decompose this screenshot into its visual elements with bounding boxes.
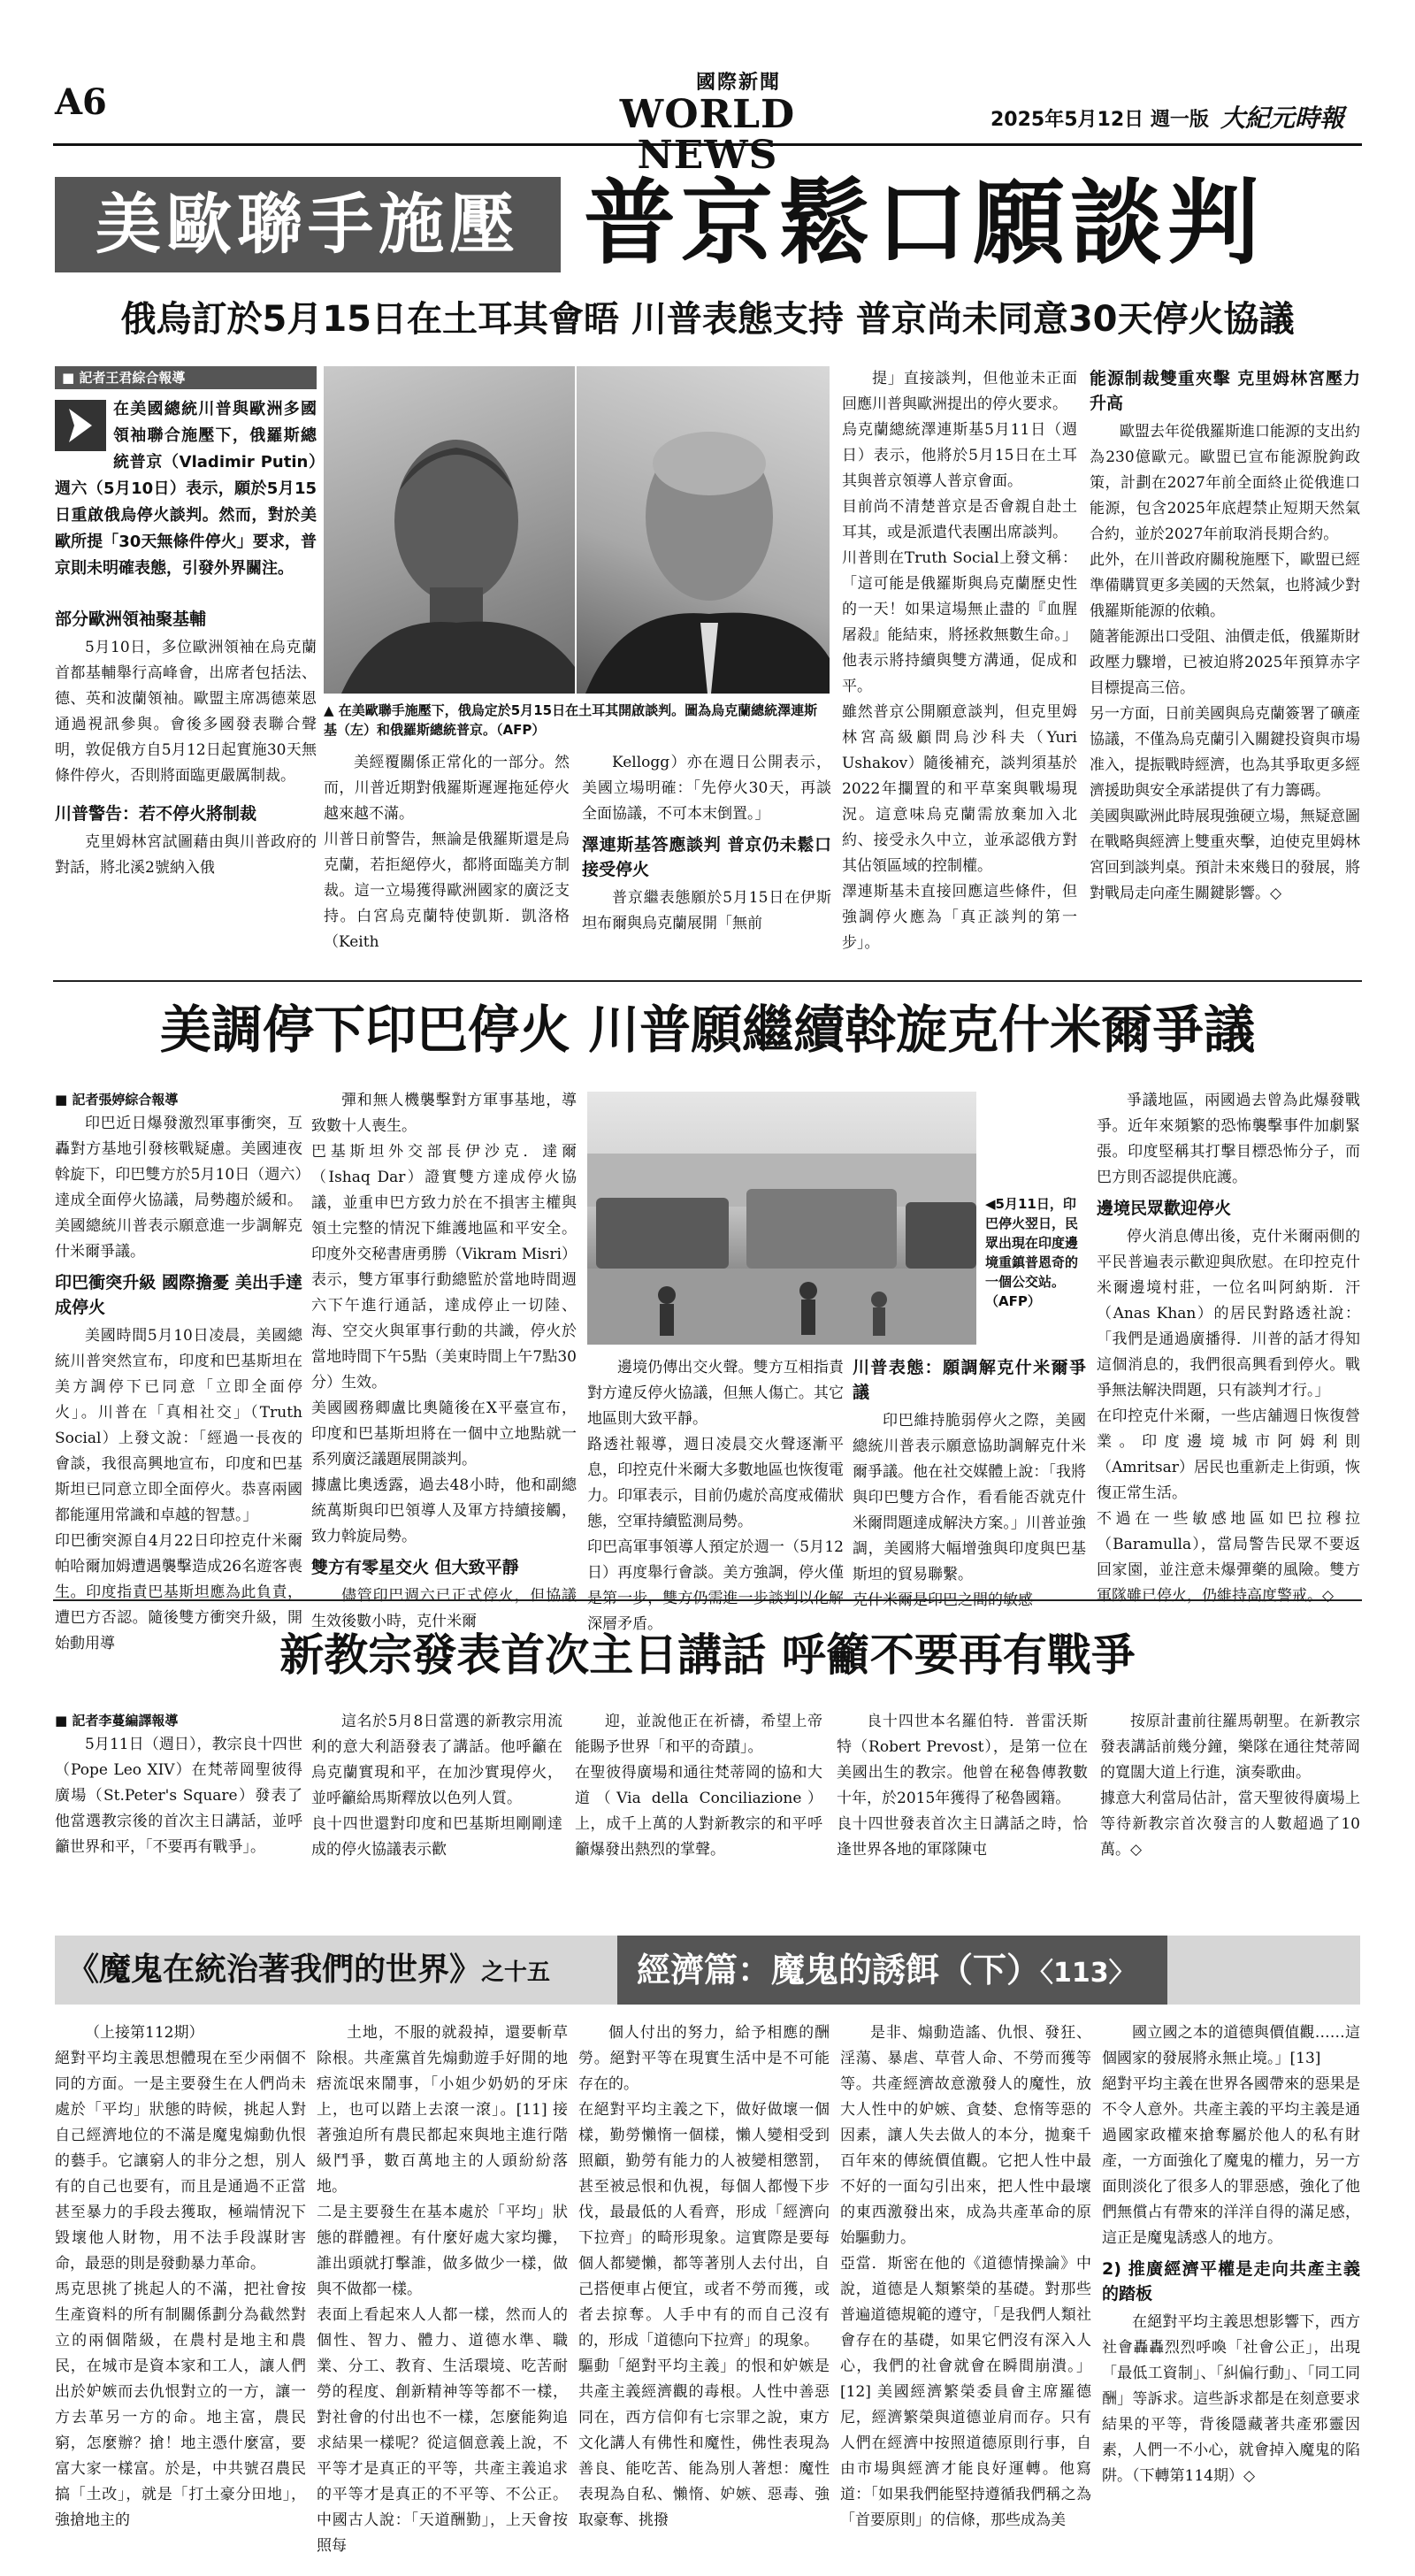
story2-photo-caption: ◀5月11日，印巴停火翌日，民眾出現在印度邊境重鎮普恩奇的一個公交站。（AFP）: [985, 1196, 1079, 1309]
lead-subhead-3: 澤連斯基答應談判 普京仍未鬆口接受停火: [582, 835, 831, 879]
serial-col5-text: 國立國之本的道德與價值觀……這個國家的發展將永無止境。」[13] 絕對平均主義在世界各國帶來的惡果是不令人意外。共產主義的平均主義是通過國家政權來搶奪屬於他人的私有財產，一方面強化了魔鬼的權力，另一方面則淡化了很多人的罪惡感，強化了他們無償占有帶來的洋洋自得的滿足感，這正是魔鬼誘惑人的地方。: [1102, 2024, 1360, 2247]
story2-headline: 美調停下印巴停火 川普願繼續斡旋克什米爾爭議: [159, 1000, 1256, 1060]
story3-column-1: [55, 1709, 302, 1921]
story2-column-5: [1097, 1088, 1360, 1605]
page-number: A6: [55, 81, 107, 123]
section-title-cn: 國際新聞: [695, 72, 781, 94]
lead-col4-text: 提」直接談判，但他並未正面回應川普與歐洲提出的停火要求。 烏克蘭總統澤連斯基5月11日（週日）表示，他將於5月15日在土耳其與普京領導人普京會面。 目前尚不清楚普京是否會親自赴土耳其，或是派遣代表團出席談判。 川普則在Truth Social上發文稱：「這可能是俄羅斯與烏克蘭歷史性的一天！如果這場無止盡的『血腥屠殺』能結束，將拯救無數生命。」他表示將持續與雙方溝通，促成和平。 雖然普京公開願意談判，但克里姆林宮高級顧問烏沙科夫（Yuri Ushakov）隨後補充，談判須基於2022年攔置的和平草案與戰場現況。這意味烏克蘭需放棄加入北約、接受永久中立，並承認俄方對其佔領區域的控制權。 澤連斯基未直接回應這些條件，但強調停火應為「真正談判的第一步」。: [842, 370, 1077, 952]
serial-subhead: 2) 推廣經濟平權是走向共產主義的踏板: [1102, 2259, 1360, 2304]
story2-col1b-text: 美國時間5月10日凌晨，美國總統川普突然宣布，印度和巴基斯坦在美方調停下已同意「立即全面停火」。川普在「真相社交」（Truth Social）上發文說：「經過一長夜的會談，我很高興地宣布，印度和巴基斯坦已同意立即全面停火。恭喜兩國都能運用常識和卓越的智慧。」 印巴衝突源自4月22日印控克什米爾帕哈爾加姆遭遇襲擊造成26名遊客喪生。印度指責巴基斯坦應為此負責，遭巴方否認。隨後雙方衝突升級，開始動用導: [55, 1327, 302, 1652]
lead-byline: ■ 記者王君綜合報導: [55, 366, 317, 389]
story2-col2b-text: 儘管印巴週六已正式停火，但協議生效後數小時，克什米爾: [311, 1587, 577, 1630]
zelensky-photo: [324, 366, 575, 694]
story2-col4-text: 印巴維持脆弱停火之際，美國總統川普表示願意協助調解克什米爾爭議。他在社交媒體上說：「我將與印巴雙方合作，看看能否就克什米爾問題達成解決方案。」川普並強調，美國將大幅增強與印度與巴基斯坦的貿易聯繫。 克什米爾是印巴之間的敏感: [853, 1412, 1086, 1609]
bus-station-photo: [587, 1092, 976, 1345]
divider-1: [53, 980, 1362, 982]
lead-paragraph-2: 克里姆林宮試圖藉由與川普政府的對話，將北溪2號納入俄: [55, 833, 317, 877]
paper-logo: 大紀元時報: [1220, 104, 1345, 133]
section-title-en: WORLD NEWS: [619, 92, 796, 178]
lead-paragraph-1: 5月10日，多位歐洲領袖在烏克蘭首都基輔舉行高峰會，出席者包括法、德、英和波蘭領袖。歐盟主席馮德萊恩通過視訊參與。會後多國發表聯合聲明，敦促俄方自5月12日起實施30天無條件停火，否則將面臨更嚴厲制裁。: [55, 639, 317, 785]
story2-subhead-4: 邊境民眾歡迎停火: [1097, 1199, 1232, 1218]
lead-headline: 普京鬆口願談判: [584, 168, 1266, 277]
lead-photo-caption: ▲ 在美歐聯手施壓下，俄烏定於5月15日在土耳其開啟談判。圖為烏克蘭總統澤連斯基（左）和俄羅斯總統普京。（AFP）: [324, 702, 818, 738]
story3-col4-text: 良十四世本名羅伯特．普雷沃斯特（Robert Prevost），是第一位在美國出生的教宗。他曾在秘魯傳教數十年，於2015年獲得了秘魯國籍。 良十四世發表首次主日講話之時，恰逢世界各地的軍隊陳屯: [837, 1713, 1088, 1859]
serial-col3-text: 個人付出的努力，給予相應的酬勞。絕對平等在現實生活中是不可能存在的。 在絕對平均主義之下，做好做壞一個樣，勤勞懶惰一個樣，懶人變相受到照顧，勤勞有能力的人被變相懲罰，甚至被忌恨和仇視，每個人都慢下步伐，最最低的人看齊，形成「經濟向下拉齊」的畸形現象。這實際是要每個人都變懶，都等著別人去付出，自己搭便車占便宜，或者不勞而獲，或者去掠奪。人手中有的而自己沒有的，形成「道德向下拉齊」的現象。 驅動「絕對平均主義」的恨和妒嫉是共產主義經濟觀的毒根。人性中善惡同在，西方信仰有七宗罪之說，東方文化講人有佛性和魔性，佛性表現為善良、能吃苦、能為別人著想：魔性表現為自私、懶惰、妒嫉、惡毒、強取豪奪、挑撥: [578, 2024, 830, 2529]
serial-chapter: 經濟篇：魔鬼的誘餌（下）〈113〉: [617, 1936, 1167, 2005]
lead-column-3: [582, 750, 831, 962]
divider-2: [53, 1599, 1362, 1601]
header-rule: [53, 143, 1362, 146]
lead-col2-text: 美經覆關係正常化的一部分。然而，川普近期對俄羅斯遲遲拖延停火越來越不滿。 川普日前警告，無論是俄羅斯還是烏克蘭，若拒絕停火，都將面臨美方制裁。這一立場獲得歐洲國家的廣泛支持。白宮烏克蘭特使凱斯．凱洛格（Keith: [324, 754, 570, 951]
story2-byline: ■ 記者張婷綜合報導: [55, 1092, 179, 1108]
lead-col5-text: 歐盟去年從俄羅斯進口能源的支出約為230億歐元。歐盟已宣布能源脫鉤政策，計劃在2027年前全面終止從俄進口能源，包含2025年底趕禁止短期天然氣合約，並於2027年前取消長期合約。 此外，在川普政府關稅施壓下，歐盟已經準備購買更多美國的天然氣，也將減少對俄羅斯能源的依賴。 隨著能源出口受阻、油價走低，俄羅斯財政壓力驟增，已被迫將2025年預算赤字目標提高三倍。 另一方面，日前美國與烏克蘭簽署了礦產協議，不僅為烏克蘭引入關鍵投資與市場准入，提振戰時經濟，也為其爭取更多經濟援助與安全承諾提供了有力籌碼。 美國與歐洲此時展現強硬立場，無疑意圖在戰略與經濟上雙重夾擊，迫使克里姆林宮回到談判桌。預計未來幾日的發展，將對戰局走向產生關鍵影響。◇: [1090, 423, 1360, 902]
serial-title: 《魔鬼在統治著我們的世界》之十五: [67, 1951, 551, 1988]
serial-col1-text: （上接第112期） 絕對平均主義思想體現在至少兩個不同的方面。一是主要發生在人們尚未處於「平均」狀態的時候，挑起人對自己經濟地位的不滿是魔鬼煽動仇恨的藝手。它讓窮人的非分之想，別人有的自己也要有，而且是通過不正當甚至暴力的手段去獲取，極端情況下毀壞他人財物，用不法手段謀財害命，最惡的則是發動暴力革命。 馬克思挑了挑起人的不滿，把社會按生產資料的所有制關係劃分為截然對立的兩個階級，在農村是地主和農民，在城市是資本家和工人，讓人們出於妒嫉而去仇恨對立的一方，讓一方去革另一方的命。地主富，農民窮，怎麼辦？搶！地主憑什麼富，要富大家一樣富。於是，中共號召農民搞「土改」，就是「打土豪分田地」，強搶地主的: [55, 2024, 306, 2529]
story2-col1-text: 印巴近日爆發激烈軍事衝突，互轟對方基地引發核戰疑慮。美國連夜斡旋下，印巴雙方於5月10日（週六）達成全面停火協議，局勢趨於緩和。美國總統川普表示願意進一步調解克什米爾爭議。: [55, 1115, 302, 1261]
story3-col2-text: 這名於5月8日當選的新教宗用流利的意大利語發表了講話。他呼籲在烏克蘭實現和平，在加沙實現停火，並呼籲給馬斯釋放以色列人質。 良十四世還對印度和巴基斯坦剛剛達成的停火協議表示歡: [311, 1713, 562, 1859]
story3-col5-text: 按原計畫前往羅馬朝聖。在新教宗發表講話前幾分鐘，樂隊在通往梵蒂岡的寬闊大道上行進，演奏歌曲。 據意大利當局估計，當天聖彼得廣場上等待新教宗首次發言的人數超過了10萬。◇: [1100, 1713, 1360, 1859]
serial-column-3: [578, 2020, 830, 2551]
story2-col3-text: 邊境仍傳出交火聲。雙方互相指責對方違反停火協議，但無人傷亡。其它地區則大致平靜。 路透社報導，週日凌晨交火聲逐漸平息，印控克什米爾大多數地區也恢復電力。印軍表示，目前仍處於高度戒備狀態，空軍持續監測局勢。 印巴高軍事領導人預定於週一（5月12日）再度舉行會談。美方強調，停火僅是第一步，雙方仍需進一步談判以化解深層矛盾。: [587, 1359, 844, 1633]
story3-column-2: [311, 1709, 562, 1921]
serial-col5b-text: 在絕對平均主義思想影響下，西方社會轟轟烈烈呼喚「社會公正」，出現「最低工資制」、「糾偏行動」、「同工同酬」等訴求。這些訴求都是在刻意要求結果的平等，背後隱藏著共產邪靈因素，人們一不小心，就會掉入魔鬼的陷阱。（下轉第114期）◇: [1102, 2313, 1360, 2485]
lead-intro: 在美國總統川普與歐洲多國領袖聯合施壓下，俄羅斯總統普京（Vladimir Putin）週六（5月10日）表示，願於5月15日重啟俄烏停火談判。然而，對於美歐所提「30天無條件停火」要求，普京則未明確表態，引發外界關注。: [55, 400, 317, 578]
story3-column-4: [837, 1709, 1088, 1921]
lead-column-5: [1090, 366, 1360, 962]
story2-column-1: [55, 1088, 302, 1652]
lead-kicker: 美歐聯手施壓: [55, 177, 561, 272]
story3-headline: 新教宗發表首次主日講話 呼籲不要再有戰爭: [279, 1629, 1136, 1681]
story2-column-4: [853, 1355, 1086, 1609]
story2-subhead-1: 印巴衝突升級 國際擔憂 美出手達成停火: [55, 1273, 302, 1317]
lead-column-2: [324, 750, 570, 962]
lead-subhead-1: 部分歐洲領袖聚基輔: [55, 610, 207, 629]
story3-byline: ■ 記者李蔓編譯報導: [55, 1713, 179, 1729]
story2-column-2: [311, 1088, 577, 1630]
lead-column-4: [842, 366, 1077, 962]
lead-subhead-2: 川普警告：若不停火將制裁: [55, 804, 257, 824]
lead-subhead-4: 能源制裁雙重夾擊 克里姆林宮壓力升高: [1090, 369, 1360, 413]
story2-col2-text: 彈和無人機襲擊對方軍事基地，導致數十人喪生。 巴基斯坦外交部長伊沙克．達爾（Ishaq Dar）證實雙方達成停火協議，並重申巴方致力於在不損害主權與領土完整的情況下維護地區和平安全。印度外交秘書唐勇勝（Vikram Misri）表示，雙方軍事行動總監於當地時間週六下午進行通話，達成停止一切陸、海、空交火與軍事行動的共識，停火於當地時間下午5點（美東時間上午7點30分）生效。 美國國務卿盧比奧隨後在X平臺宣布，印度和巴基斯坦將在一個中立地點就一系列廣泛議題展開談判。 據盧比奧透露，過去48小時，他和副總統萬斯與印巴領導人及軍方持續接觸，致力斡旋局勢。: [311, 1092, 577, 1545]
serial-col2-text: 土地，不服的就殺掉，還要斬草除根。共產黨首先煽動遊手好閒的地痞流氓來鬧事，「小姐少奶奶的牙床上，也可以踏上去滾一滾」。[11] 接著強迫所有農民都起來與地主進行階級鬥爭，數百萬地主的人頭紛紛落地。 二是主要發生在基本處於「平均」狀態的群體裡。有什麼好處大家均攤，誰出頭就打擊誰，做多做少一樣，做與不做都一樣。 表面上看起來人人都一樣，然而人的個性、智力、體力、道德水準、職業、分工、教育、生活環境、吃苦耐勞的程度、創新精神等等都不一樣，對社會的付出也不一樣，怎麼能夠追求結果一樣呢？從這個意義上說，不平等才是真正的平等，共產主義追求的平等才是真正的不平等、不公正。中國古人說：「天道酬勤」，上天會按照每: [317, 2024, 568, 2555]
section-masthead: [566, 67, 849, 176]
serial-column-1: [55, 2020, 306, 2551]
story3-col3-text: 迎，並說他正在祈禱，希望上帝能賜予世界「和平的奇蹟」。 在聖彼得廣場和通往梵蒂岡的協和大道（Via della Conciliazione）上，成千上萬的人對新教宗的和平呼籲爆發出熱烈的掌聲。: [575, 1713, 822, 1859]
story2-column-3: [587, 1355, 844, 1633]
lead-subheadline: 俄烏訂於5月15日在土耳其會晤 川普表態支持 普京尚未同意30天停火協議: [120, 299, 1295, 340]
serial-column-5: [1102, 2020, 1360, 2551]
story2-col5-text: 爭議地區，兩國過去曾為此爆發戰爭。近年來頻繁的恐怖襲擊事件加劇緊張。印度堅稱其打擊目標恐怖分子，而巴方則否認提供庇護。: [1097, 1092, 1360, 1186]
story3-column-3: [575, 1709, 822, 1921]
lead-col3-text-b: 普京繼表態願於5月15日在伊斯坦布爾與烏克蘭展開「無前: [582, 889, 831, 932]
putin-photo: [577, 366, 830, 694]
story2-subhead-3: 川普表態：願調解克什米爾爭議: [853, 1358, 1086, 1402]
serial-col4-text: 是非、煽動造謠、仇恨、發狂、淫蕩、暴虐、草菅人命、不勞而獲等等。共產經濟故意激發人的魔性，放大人性中的妒嫉、貪婪、怠惰等惡的因素，讓人失去做人的本分，拋棄千百年來的傳統價值觀。它把人性中最不好的一面勾引出來，把人性中最壞的東西激發出來，成為共產革命的原始驅動力。 亞當．斯密在他的《道德情操論》中說，道德是人類繁榮的基礎。對那些普遍道德規範的遵守，「是我們人類社會存在的基礎，如果它們沒有深入人心，我們的社會就會在瞬間崩潰。」[12] 美國經濟繁榮委員會主席羅德尼，經濟繁榮與道德並肩而存。只有人們在經濟中按照道德原則行事，自由市場與經濟才能良好運轉。他寫道：「如果我們能堅持遵循我們稱之為「首要原則」的信條，那些成為美: [840, 2024, 1091, 2529]
serial-column-2: [317, 2020, 568, 2555]
chevron-right-icon: [55, 400, 106, 451]
lead-col3-text-a: Kellogg）亦在週日公開表示，美國立場明確：「先停火30天，再談全面協議，不可本末倒置。」: [582, 754, 831, 823]
story3-col1-text: 5月11日（週日），教宗良十四世（Pope Leo XIV）在梵蒂岡聖彼得廣場（St.Peter's Square）發表了他當選教宗後的首次主日講話，並呼籲世界和平，「不要再有戰爭」。: [55, 1736, 302, 1856]
serial-column-4: [840, 2020, 1091, 2551]
story2-subhead-2: 雙方有零星交火 但大致平靜: [311, 1558, 519, 1577]
serial-banner: [55, 1936, 1360, 2005]
story3-column-5: [1100, 1709, 1360, 1921]
issue-date: 2025年5月12日 週一版: [990, 109, 1209, 131]
story2-col5b-text: 停火消息傳出後，克什米爾兩側的平民普遍表示歡迎與欣慰。在印控克什米爾邊境村莊，一位名叫阿納斯．汗（Anas Khan）的居民對路透社說：「我們是通過廣播得．川普的話才得知這個消息的，我們很高興看到停火。戰爭無法解決問題，只有談判才行。」 在印控克什米爾，一些店舖週日恢復營業。印度邊境城市阿姆利則（Amritsar）居民也重新走上街頭，恢復正常生活。 不過在一些敏感地區如巴拉穆拉（Baramulla），當局警告民眾不要返回家園，並注意未爆彈藥的風險。雙方軍隊雖已停火，仍維持高度警戒。◇: [1097, 1228, 1360, 1605]
